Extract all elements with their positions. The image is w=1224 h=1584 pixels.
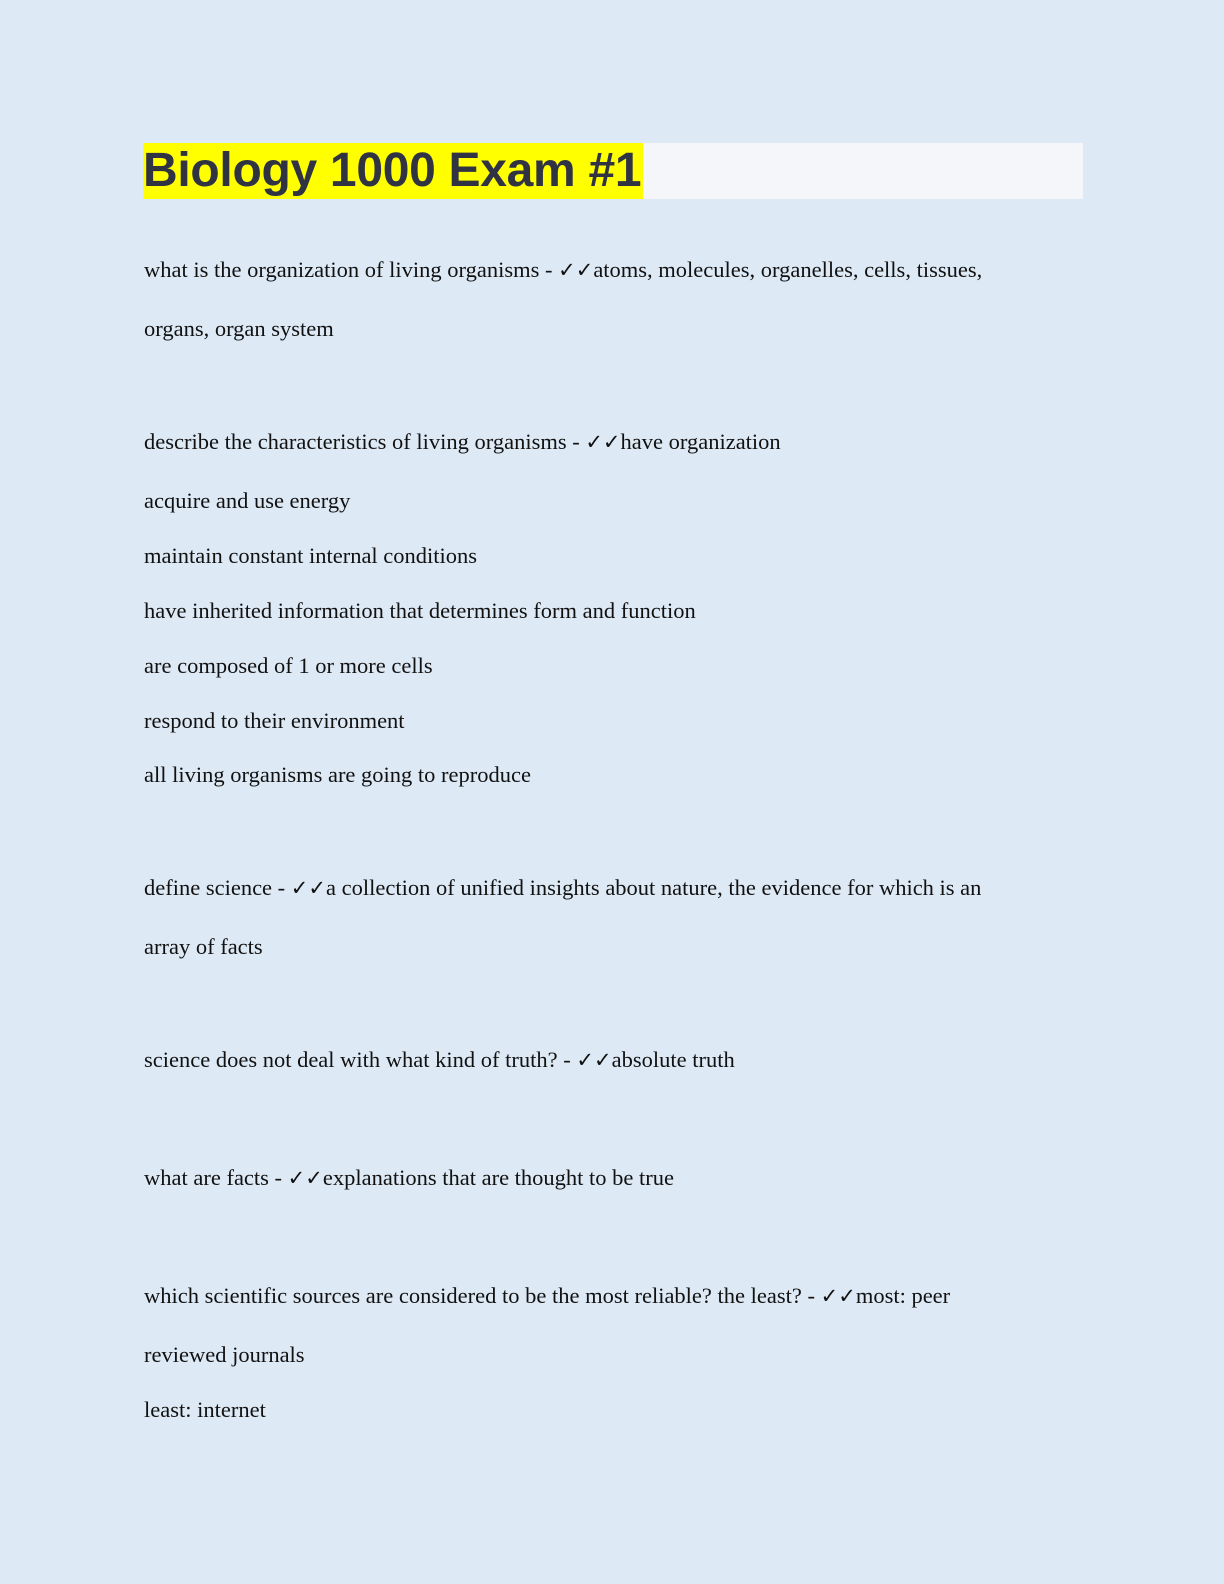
double-check-icon: ✓✓ xyxy=(287,1166,323,1190)
double-check-icon: ✓✓ xyxy=(576,1048,612,1072)
answer-text: explanations that are thought to be true xyxy=(322,1165,675,1190)
answer-text: maintain constant internal conditions xyxy=(144,543,478,568)
qa-3-line-2 xyxy=(144,933,263,961)
qa-1-line-2 xyxy=(144,315,334,343)
double-check-icon: ✓✓ xyxy=(290,876,326,900)
double-check-icon: ✓✓ xyxy=(820,1284,856,1308)
qa-2-line-5 xyxy=(144,652,433,680)
double-check-icon: ✓✓ xyxy=(558,258,594,282)
answer-text: organs, organ system xyxy=(144,316,334,341)
answer-text: acquire and use energy xyxy=(144,488,351,513)
qa-3-line-1 xyxy=(144,874,981,902)
qa-6-line-1 xyxy=(144,1282,950,1310)
answer-text: all living organisms are going to reproduce xyxy=(144,762,531,787)
answer-text: have organization xyxy=(620,429,781,454)
qa-6-line-2 xyxy=(144,1341,305,1369)
qa-2-line-3 xyxy=(144,542,477,570)
answer-text: reviewed journals xyxy=(144,1342,305,1367)
qa-2-line-7 xyxy=(144,761,531,789)
qa-5-line-1 xyxy=(144,1164,674,1192)
answer-text: a collection of unified insights about nature, the evidence for which is an xyxy=(326,875,982,900)
document-title: Biology 1000 Exam #1 xyxy=(143,144,642,197)
question-text: what is the organization of living organisms - xyxy=(144,257,559,282)
answer-text: atoms, molecules, organelles, cells, tissues, xyxy=(593,257,983,282)
double-check-icon: ✓✓ xyxy=(585,430,621,454)
answer-text: are composed of 1 or more cells xyxy=(144,653,433,678)
answer-text: most: peer xyxy=(855,1283,951,1308)
question-text: what are facts - xyxy=(144,1165,288,1190)
answer-text: absolute truth xyxy=(611,1047,735,1072)
question-text: which scientific sources are considered to be the most reliable? the least? - xyxy=(144,1283,821,1308)
answer-text: respond to their environment xyxy=(144,708,405,733)
qa-2-line-1 xyxy=(144,428,781,456)
qa-6-line-3 xyxy=(144,1396,266,1424)
answer-text: least: internet xyxy=(144,1397,266,1422)
qa-1-line-1 xyxy=(144,256,982,284)
question-text: define science - xyxy=(144,875,291,900)
title-bar xyxy=(143,143,1083,199)
qa-4-line-1 xyxy=(144,1046,735,1074)
question-text: describe the characteristics of living organisms - xyxy=(144,429,586,454)
qa-2-line-2 xyxy=(144,487,350,515)
answer-text: have inherited information that determines form and function xyxy=(144,598,696,623)
qa-2-line-4 xyxy=(144,597,696,625)
qa-2-line-6 xyxy=(144,707,405,735)
question-text: science does not deal with what kind of truth? - xyxy=(144,1047,577,1072)
answer-text: array of facts xyxy=(144,934,263,959)
